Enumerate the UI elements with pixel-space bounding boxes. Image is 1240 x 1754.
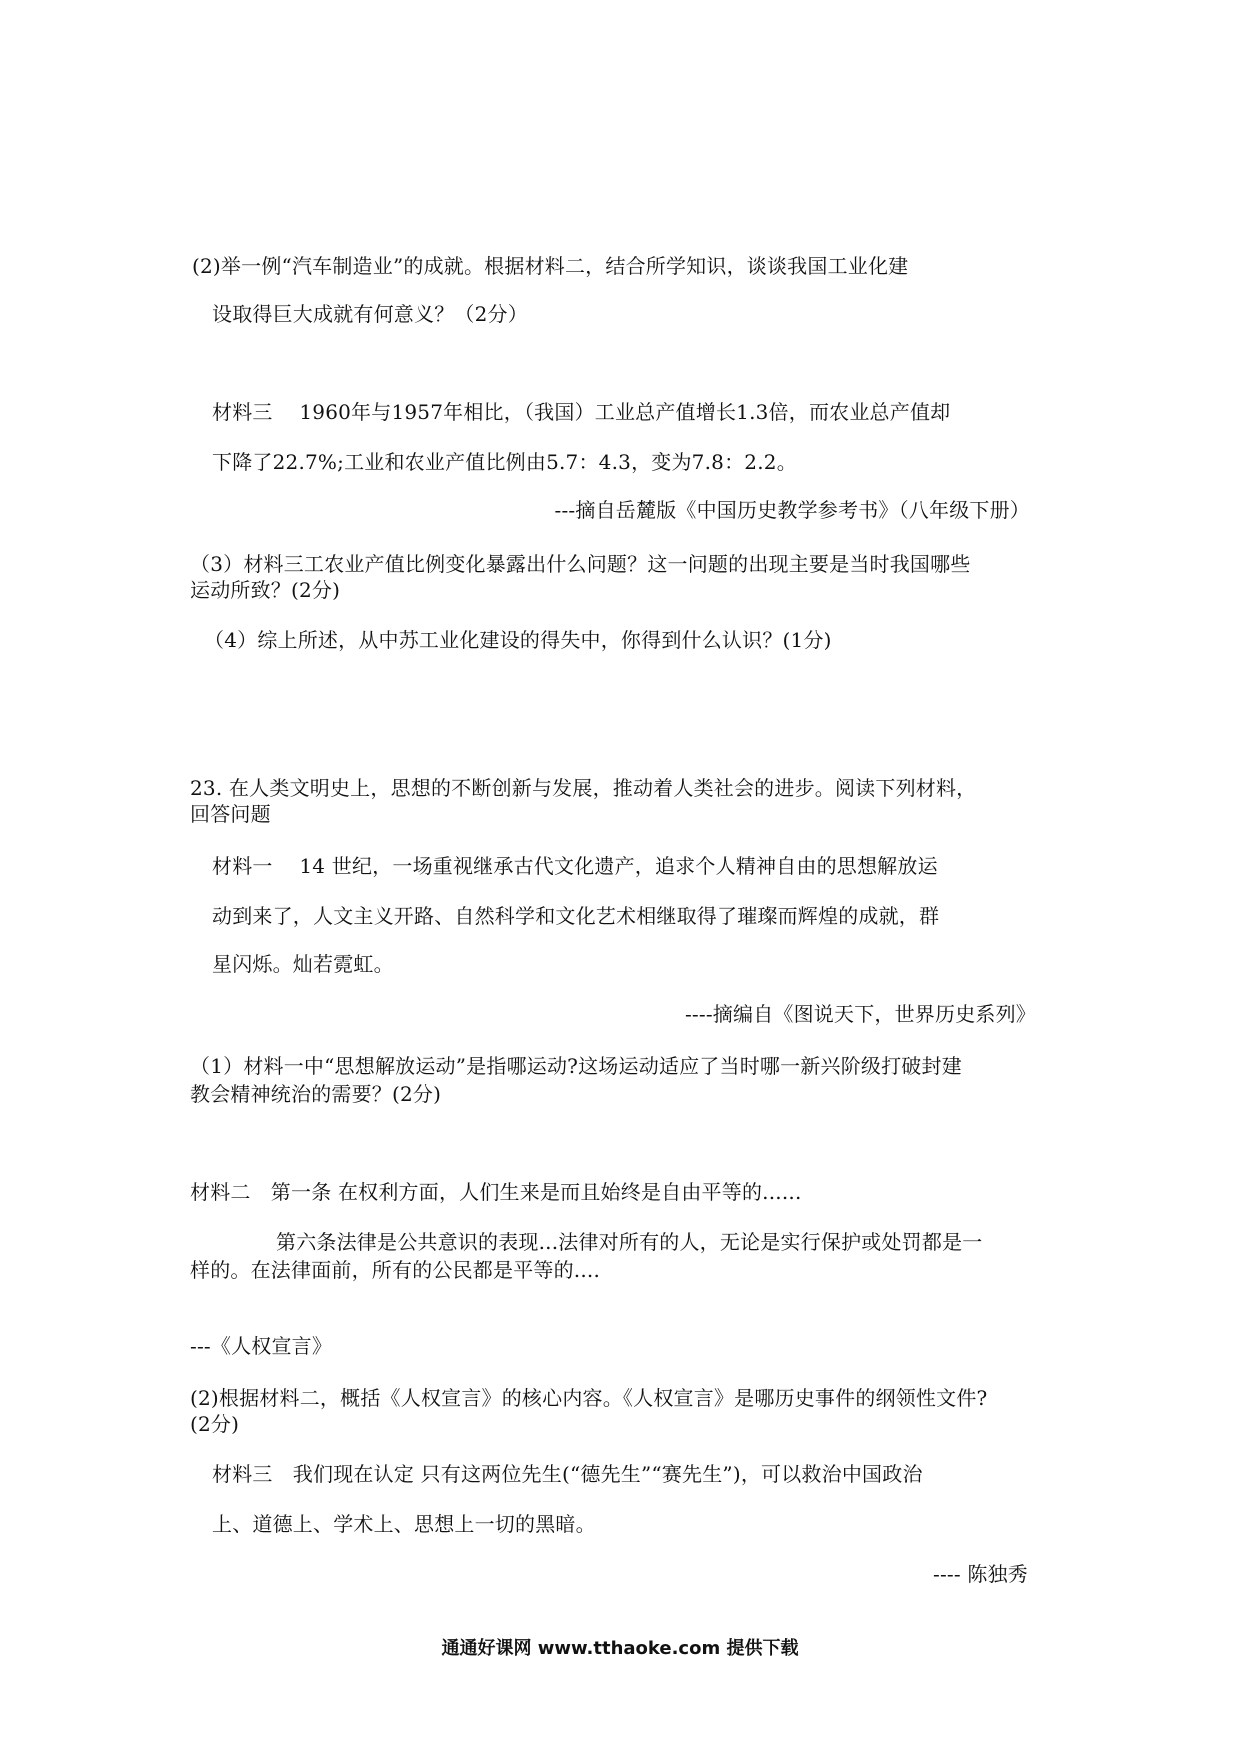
footer-watermark-text: 通通好课网 www.tthaoke.com 提供下载: [441, 1638, 799, 1659]
material-text: 材料三 1960年与1957年相比，（我国）工业总产值增长1.3倍，而农业总产值却: [212, 400, 951, 424]
question-text: （4）综上所述，从中苏工业化建设的得失中，你得到什么认识？(1分): [204, 628, 832, 652]
question-text: (2分): [190, 1412, 240, 1436]
question-text: (2)举一例“汽车制造业”的成就。根据材料二，结合所学知识，谈谈我国工业化建: [192, 254, 909, 278]
material-source: ---《人权宣言》: [190, 1334, 333, 1358]
question-text: 运动所致？(2分): [190, 578, 341, 602]
material-source: ---- 陈独秀: [933, 1562, 1028, 1586]
material-text: 材料三 我们现在认定 只有这两位先生(“德先生”“赛先生”)，可以救治中国政治: [212, 1462, 923, 1486]
material-source: ----摘编自《图说天下，世界历史系列》: [684, 1002, 1036, 1026]
material-text: 材料一 14 世纪，一场重视继承古代文化遗产，追求个人精神自由的思想解放运: [212, 854, 938, 878]
material-text: 动到来了，人文主义开路、自然科学和文化艺术相继取得了璀璨而辉煌的成就，群: [212, 904, 940, 928]
material-text: 下降了22.7%;工业和农业产值比例由5.7：4.3，变为7.8：2.2。: [212, 450, 797, 474]
question-heading: 23. 在人类文明史上，思想的不断创新与发展，推动着人类社会的进步。阅读下列材料，: [190, 776, 977, 800]
question-text: 教会精神统治的需要？(2分): [190, 1082, 442, 1106]
material-text: 星闪烁。灿若霓虹。: [212, 952, 394, 976]
question-text: （3）材料三工农业产值比例变化暴露出什么问题？这一问题的出现主要是当时我国哪些: [190, 552, 971, 576]
material-text: 第六条法律是公共意识的表现...法律对所有的人，无论是实行保护或处罚都是一: [276, 1230, 983, 1254]
material-source: ---摘自岳麓版《中国历史教学参考书》（八年级下册）: [554, 498, 1030, 522]
material-text: 材料二 第一条 在权利方面，人们生来是而且始终是自由平等的......: [190, 1180, 802, 1204]
material-text: 样的。在法律面前，所有的公民都是平等的....: [190, 1258, 601, 1282]
material-text: 上、道德上、学术上、思想上一切的黑暗。: [212, 1512, 596, 1536]
question-text: 设取得巨大成就有何意义？（2分）: [212, 302, 528, 326]
question-heading: 回答问题: [190, 802, 271, 826]
question-text: （1）材料一中“思想解放运动”是指哪运动?这场运动适应了当时哪一新兴阶级打破封建: [190, 1054, 962, 1078]
question-text: (2)根据材料二，概括《人权宣言》的核心内容。《人权宣言》是哪历史事件的纲领性文件?: [190, 1386, 988, 1410]
